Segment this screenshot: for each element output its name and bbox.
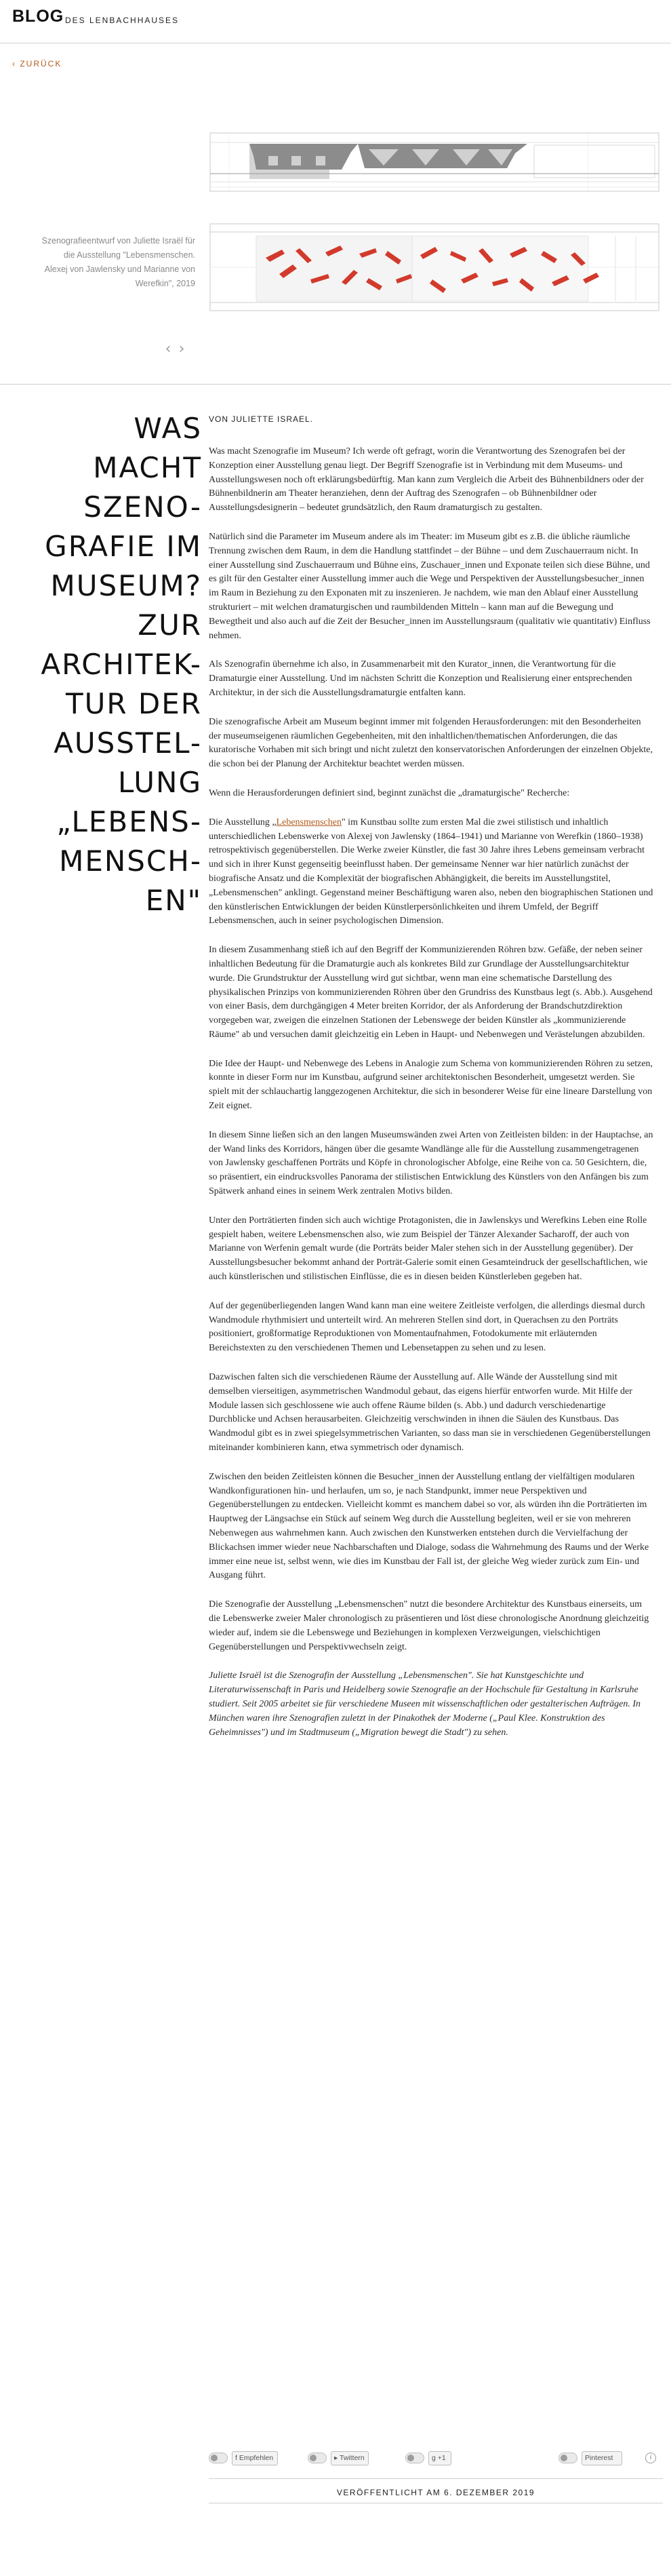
figure-caption: Szenografieentwurf von Juliette Israël für die Ausstellung "Lebensmenschen. Alexej von Jawlensky und Marianne von Werefkin", 2019 xyxy=(41,236,195,288)
facebook-share-label: Empfehlen xyxy=(239,2454,274,2462)
title-line: „LEBENS- xyxy=(56,805,202,838)
floor-plan xyxy=(210,224,659,311)
wall-elevation-drawing xyxy=(210,133,659,191)
title-line: SZENO- xyxy=(83,490,202,524)
facebook-icon: f xyxy=(235,2454,239,2462)
gallery-navigation xyxy=(161,342,188,358)
paragraph: Als Szenografin übernehme ich also, in Zusammenarbeit mit den Kurator_innen, die Verantwortung für die Dramaturgie einer Ausstellung. Und im nächsten Schritt die Konzeption und Realisierung einer entsprechenden Architektur, in der sich die Ausstellungsdramaturgie entfalten kann. xyxy=(209,659,632,698)
footer-divider xyxy=(209,2478,663,2479)
site-header xyxy=(0,0,671,43)
title-line: ZUR xyxy=(138,608,202,642)
title-line: WAS xyxy=(134,412,202,445)
paragraph: In diesem Sinne ließen sich an den langen Museumswänden zwei Arten von Zeitleisten bilden: in der Hauptachse, an der Wand links des Korridors, hängen über die gesamte Wandlänge alle für die Ausstellung zusammengetragenen von Jawlensky geschaffenen Porträts und Köpfe in chronologischer Abfolge, eine Reihe von ca. 50 Gesichtern, die, so präsentiert, ein eindrucksvolles Panorama der stilistischen Entwicklung des Künstlers von den Anfängen bis zum Spätwerk anhand eines in seinem Werk zentralen Motivs bilden. xyxy=(209,1129,653,1197)
title-line: AUSSTEL- xyxy=(54,726,202,760)
twitter-icon: ▸ xyxy=(334,2454,340,2462)
facebook-toggle[interactable] xyxy=(209,2453,228,2463)
floor-plan-drawing xyxy=(209,129,660,313)
paragraph: Unter den Porträtierten finden sich auch wichtige Protagonisten, die in Jawlenskys und Werefkins Leben eine Rolle gespielt haben, weitere Lebensmenschen also, wie zum Beispiel der Tänzer Alexander Sacharoff, der auch von Marianne von Werfenin gemalt wurde (die Porträts beider Maler stehen sich in der Ausstellung gegenüber). Der Ausstellungsbesucher bekommt anhand der Porträt-Galerie somit einen Gesamteindruck der gesellschaftlichen, wie auch künstlerischen und stilistischen Einflüsse, die es in diesen beiden Künstlerleben gegeben hat. xyxy=(209,1215,648,1283)
paragraph-text: Die Ausstellung „ xyxy=(209,817,277,827)
paragraph: In diesem Zusammenhang stieß ich auf den Begriff der Kommunizierenden Röhren bzw. Gefäße, der neben seiner inhaltlichen Bedeutung für die Dramaturgie auch als konkretes Bild zur Grundlage der Ausstellungsarchitektur wurde. Die Grundstruktur der Ausstellung wird gut sichtbar, wenn man eine schematische Darstellung des physikalischen Prinzips von kommunizierenden Röhren über den Grundriss des Kunstbaus legt (s. Abb.). Ausgehend von einer Basis, dem durchgängigen 4 Meter breiten Korridor, der als Anforderung der Brandschutzdirektion vorgegeben war, zweigen die einzelnen Stationen der Lebenswege der beiden Künstler als „kommunizierende Räume" ab und versuchen damit gleichzeitig ein Leben in Haupt- und Nebenwegen und Verästelungen abzubilden. xyxy=(209,945,653,1040)
published-date: VERÖFFENTLICHT AM 6. DEZEMBER 2019 xyxy=(336,2488,535,2497)
pinterest-toggle[interactable] xyxy=(558,2453,577,2463)
info-icon[interactable]: i xyxy=(645,2453,656,2463)
blog-logo[interactable]: BLOG xyxy=(12,7,64,26)
article-byline: VON JULIETTE ISRAEL. xyxy=(209,414,314,424)
title-line: LUNG xyxy=(117,766,202,799)
paragraph-text: " im Kunstbau sollte zum ersten Mal die zwei stilistisch und inhaltlich unterschiedlichen Lebenswerke von Alexej von Jawlensky (1864–1941) und Marianne von Werefkin (1860–1938) retrospektivisch gegenüberstellen. Die Werke zweier Künstler, die fast 30 Jahre ihres Lebens gemeinsam verbracht und sich in ihrer Kunst gegenseitig beeinflusst haben. Der gemeinsame Nenner war hier natürlich zunächst der biografische Ansatz und die Komplexität der biografischen Abhängigkeit, die bereits im Ausstellungstitel, „Lebensmenschen" anklingt. Gegenstand meiner Beschäftigung waren also, neben den biographischen Stationen und den künstlerischen Entwicklungen der beiden Künstlerpersönlichkeiten und ihrem Umfeld, der Begriff Lebensmenschen, auch in seiner psychologischen Dimension. xyxy=(209,817,653,926)
article-title xyxy=(8,409,202,920)
section-divider xyxy=(0,384,671,385)
twitter-share-label: Twittern xyxy=(340,2454,365,2462)
paragraph: Die Szenografie der Ausstellung „Lebensmenschen" nutzt die besondere Architektur des Kunstbaus einerseits, um die Lebenswerke zweier Maler chronologisch zu präsentieren und löst diese chronologische Anordnung gleichzeitig wieder auf, indem sie die Lebenswege und Beziehungen in komplexen Verzweigungen, vielschichtigen Gegenüberstellungen und Perspektivwechseln zeigt. xyxy=(209,1599,649,1652)
google-plus-icon: g xyxy=(432,2454,438,2462)
title-line: EN" xyxy=(145,884,202,917)
title-line: MACHT xyxy=(93,451,202,484)
chevron-left-icon[interactable]: ‹ xyxy=(165,340,171,357)
paragraph: Natürlich sind die Parameter im Museum andere als im Theater: im Museum gibt es z.B. die übliche räumliche Trennung zwischen dem Raum, in dem die Handlung stattfindet – der Bühne – und dem Zuschauerraum nicht. In einer Ausstellung sind Zuschauerraum und Bühne eins, Zuschauer_innen und Exponate teilen sich diese Bühne, und es gilt für den Gestalter einer Ausstellung immer auch die Wege und Perspektiven der Ausstellungsbesucher_innen im Raum in Beziehung zu den Exponaten mit zu inszenieren. Je nachdem, wie man den Ablauf einer Ausstellung strukturiert – mit welchen dramaturgischen und raumbildenden Mitteln – kann man auf die Bewegung und Bewegtheit und also auch auf die Zeit der Besucher_innen im Ausstellungsraum (qualitativ wie quantitativ) Einfluss nehmen. xyxy=(209,531,651,641)
google-plus-toggle[interactable] xyxy=(405,2453,424,2463)
paragraph: Wenn die Herausforderungen definiert sind, beginnt zunächst die „dramaturgische" Recherche: xyxy=(209,787,570,798)
title-line: TUR DER xyxy=(66,687,202,720)
blog-logo-subtitle[interactable]: DES LENBACHHAUSES xyxy=(65,16,180,25)
pinterest-button[interactable] xyxy=(582,2451,622,2465)
paragraph: Zwischen den beiden Zeitleisten können die Besucher_innen der Ausstellung entlang der vielfältigen modularen Wandkonfigurationen hin- und herlaufen, um so, je nach Standpunkt, immer neue Perspektiven und Gegenüberstellungen zu entdecken. Vielleicht kommt es manchem dabei so vor, als würden ihn die Porträtierten im Hauptweg der Längsachse ein Stück auf seinem Weg durch die Ausstellung begleiten, weil er sie von mehreren Nebenwegen aus wahrnehmen kann. Auch zwischen den Kunstwerken entstehen durch die Vervielfachung der Blickachsen immer wieder neue Nachbarschaften und Dialoge, sodass die Wahrnehmung des Raums und der Werke immer eine neue ist, selbst wenn, wie dies im Kunstbau der Fall ist, der gleiche Weg wieder zurück zum Ein- und Ausgang führt. xyxy=(209,1471,649,1581)
google-plus-label: +1 xyxy=(437,2454,446,2462)
pinterest-label: Pinterest xyxy=(585,2454,613,2462)
paragraph: Die szenografische Arbeit am Museum beginnt immer mit folgenden Herausforderungen: mit den Besonderheiten der museumseigenen räumlichen Gegebenheiten, mit den inhaltlichen/thematischen Anforderungen, die das kuratorische Vorhaben mit sich bringt und nicht zuletzt den konservatorischen Anforderungen der einzelnen Objekte, die schon bei der Planung der Architektur beachtet werden müssen. xyxy=(209,716,653,770)
article-body xyxy=(209,445,655,1755)
exhibition-drawing[interactable] xyxy=(209,129,660,313)
lebensmenschen-link[interactable]: Lebensmenschen xyxy=(276,817,342,827)
back-link[interactable]: ‹ ZURÜCK xyxy=(12,59,62,69)
title-line: MUSEUM? xyxy=(50,569,202,602)
share-bar xyxy=(209,2450,663,2467)
paragraph: Dazwischen falten sich die verschiedenen Räume der Ausstellung auf. Alle Wände der Ausstellung sind mit demselben vierseitigen, asymmetrischen Wandmodul gebaut, das eigens hierfür entworfen wurde. Mit Hilfe der Module lassen sich geschlossene wie auch offene Räume bilden (s. Abb.) und dadurch verschiedenartige Durchblicke und Achsen herausarbeiten. Gleichzeitig verschwinden in ihnen die Säulen des Kunstbaus. Das Wandmodul gibt es in zwei spiegelsymmetrischen Varianten, so dass man sie in verschiedenen Gegenüberstellungen miteinander kombinieren kann, etwa symmetrisch oder dynamisch. xyxy=(209,1372,651,1453)
paragraph: Die Idee der Haupt- und Nebenwege des Lebens in Analogie zum Schema von kommunizierenden Röhren zu setzen, konnte in dieser Form nur im Kunstbau, aufgrund seiner architektonischen Besonderheit, umgesetzt werden. Sie spielt mit der schlauchartig langgezogenen Architektur, die sich in besonderer Weise für eine lineare Darstellung von Zeit eignet. xyxy=(209,1058,653,1112)
chevron-right-icon[interactable]: › xyxy=(178,340,185,357)
paragraph: Auf der gegenüberliegenden langen Wand kann man eine weitere Zeitleiste verfolgen, die allerdings diesmal durch Wandmodule rhythmisiert und unterteilt wird. An mehreren Stellen sind dort, in Querachsen zu den Porträts positioniert, großformatige Reproduktionen von Momentaufnahmen, Fotodokumente mit erläuternden Bereichstexten zu den verschiedenen Themen und Lebensetappen zu sehen und zu lesen. xyxy=(209,1300,645,1354)
paragraph: Was macht Szenografie im Museum? Ich werde oft gefragt, worin die Verantwortung des Szenografen bei der Konzeption einer Ausstellung genau liegt. Der Begriff Szenografie ist in Verbindung mit dem Museums- und Ausstellungswesen noch oft erklärungsbedürftig. Man kann zum Vergleich die Arbeit des Bühnenbildners oder der Bühnenbildnerin am Theater heranziehen, denn der Auftrag des Szenografen – ob Bühnenbildner oder Ausstellungsdesignerin – bedeutet grundsätzlich, den Raum dramaturgisch zu gestalten. xyxy=(209,446,644,513)
twitter-share-button[interactable] xyxy=(331,2451,369,2465)
facebook-share-button[interactable] xyxy=(232,2451,278,2465)
google-plus-button[interactable] xyxy=(428,2451,451,2465)
title-line: GRAFIE IM xyxy=(45,530,202,563)
paragraph xyxy=(209,816,655,929)
author-bio: Juliette Israël ist die Szenografin der Ausstellung „Lebensmenschen". Sie hat Kunstgeschichte und Literaturwissenschaft in Paris und Heidelberg sowie Szenografie an der Hochschule für Gestaltung in Karlsruhe studiert. Seit 2005 arbeitet sie für verschiedene Museen mit wissenschaftlichen oder gestalterischen Aufträgen. In München waren ihre Szenografien zuletzt in der Pinakothek der Moderne („Paul Klee. Konstruktion des Geheimnisses") und im Stadtmuseum („Migration bewegt die Stadt") zu sehen. xyxy=(209,1671,641,1738)
title-line: ARCHITEK- xyxy=(41,648,202,681)
title-line: MENSCH- xyxy=(59,844,202,878)
twitter-toggle[interactable] xyxy=(308,2453,327,2463)
